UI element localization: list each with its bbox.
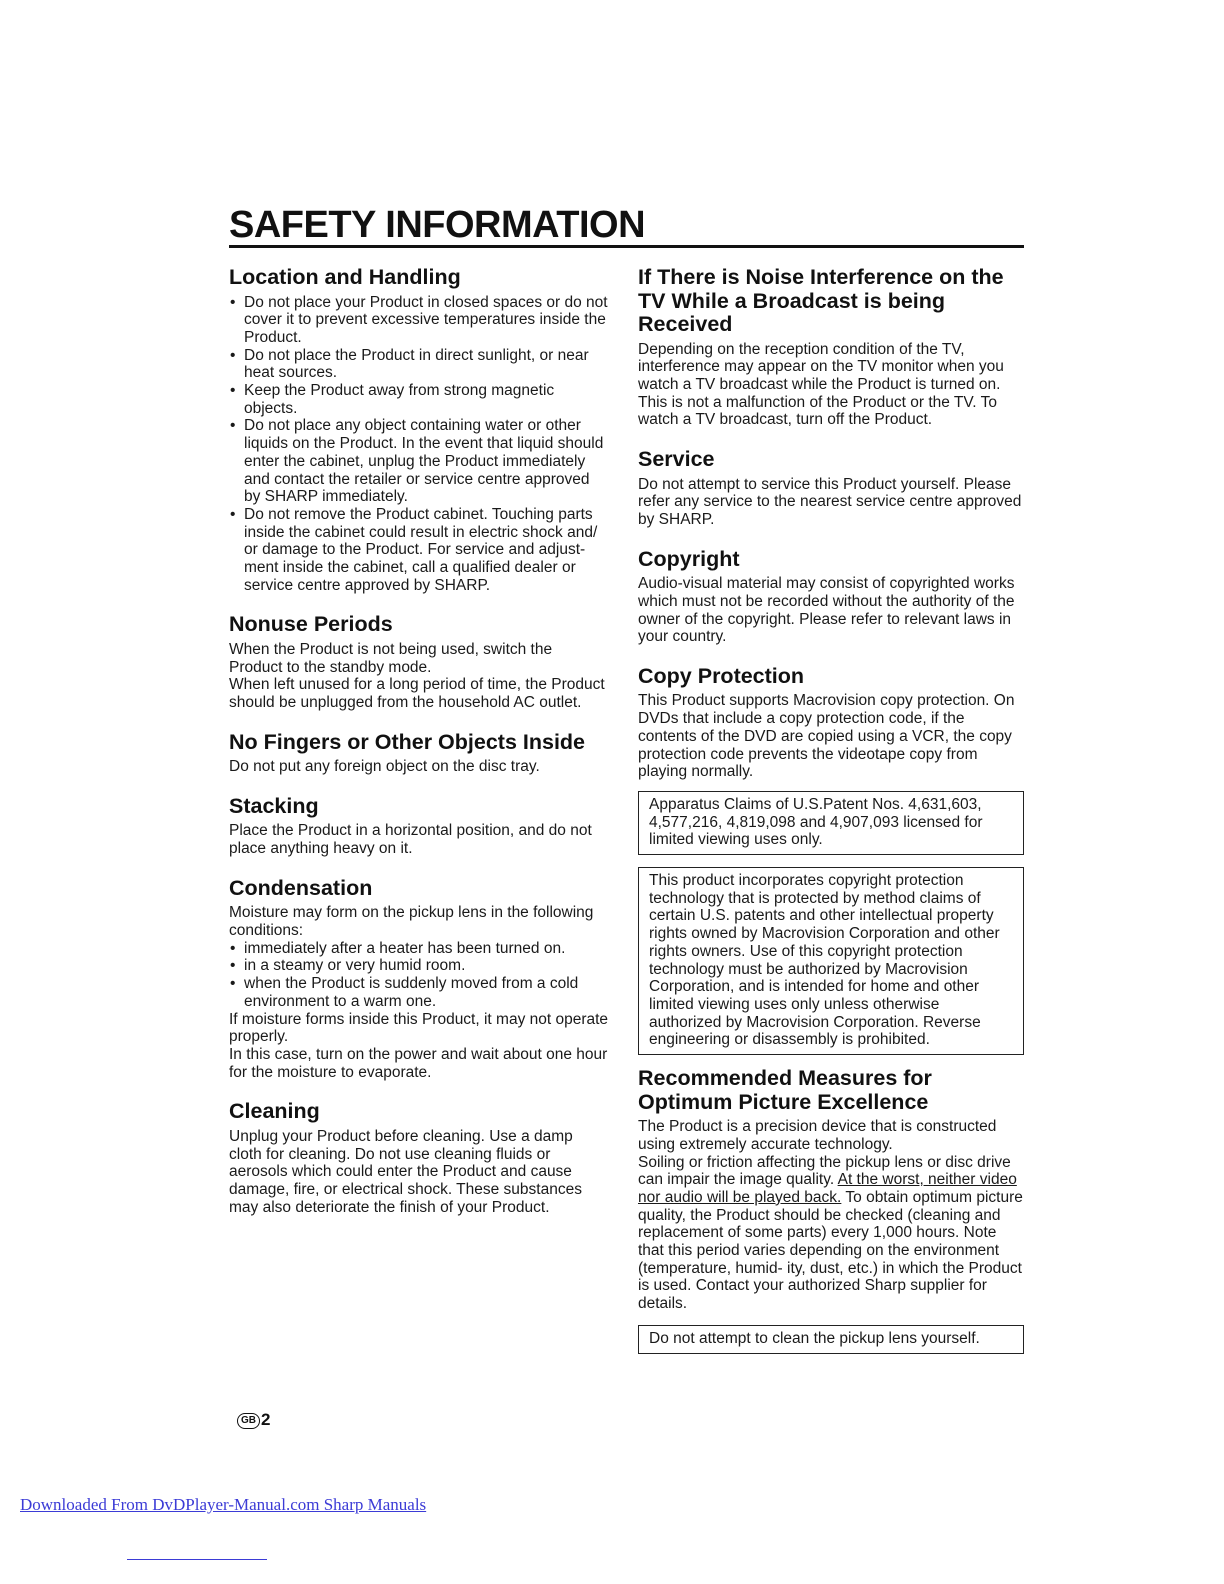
section-cleaning (229, 1100, 609, 1216)
paragraph: Depending on the reception condition of the TV, interference may appear on the TV monitor when you watch a TV broadcast while the Product is turned on. This is not a malfunction of the Product or the TV. To watch a TV broadcast, turn off the Product. (638, 340, 1004, 429)
paragraph: Unplug your Product before cleaning. Use a damp cloth for cleaning. Do not use cleaning fluids or aerosols which could enter the Product and cause damage, fire, or electrical shock. These substances may also deteriorate the finish of your Product. (229, 1127, 582, 1216)
list-item: • Do not place any object containing water or other liquids on the Product. In the event that liquid should enter the cabinet, unplug the Product immediately and contact the retailer or service centre approved by SHARP immediately. (229, 417, 609, 506)
underlined-warning: At the worst, neither video nor audio will be played back. (638, 1171, 1017, 1206)
section-copy-protection (638, 665, 1024, 1055)
list-item: • Do not place the Product in direct sunlight, or near heat sources. (229, 347, 609, 382)
list-item: • Do not place your Product in closed spaces or do not cover it to prevent excessive temperatures inside the Product. (229, 294, 609, 347)
list-item: • Do not remove the Product cabinet. Touching parts inside the cabinet could result in electric shock and/ or damage to the Product. For service and adjust- ment inside the cabinet, call a qualified dealer or service centre approved by SHARP. (229, 506, 609, 595)
page-title: SAFETY INFORMATION (229, 205, 1024, 248)
page-number (237, 1410, 270, 1430)
location-handling-list (229, 294, 609, 595)
patent-notice-box: Apparatus Claims of U.S.Patent Nos. 4,631,603, 4,577,216, 4,819,098 and 4,907,093 licensed for limited viewing uses only. (638, 791, 1024, 855)
list-item: • when the Product is suddenly moved from a cold environment to a warm one. (229, 975, 609, 1010)
heading-nonuse-periods: Nonuse Periods (229, 612, 393, 637)
page-number-value: 2 (261, 1410, 271, 1429)
heading-noise-interference: If There is Noise Interference on the TV While a Broadcast is being Received (638, 265, 1004, 336)
paragraph: Audio-visual material may consist of copyrighted works which must not be recorded without the authority of the owner of the copyright. Please refer to relevant laws in your country. (638, 575, 1015, 646)
paragraph (638, 1154, 1024, 1313)
download-source-link[interactable]: Downloaded From DvDPlayer-Manual.com Sharp Manuals (20, 1495, 427, 1514)
right-column (638, 266, 1024, 1373)
section-no-fingers (229, 731, 609, 776)
section-location-handling (229, 266, 609, 594)
text-run: To obtain optimum picture quality, the Product should be checked (cleaning and replacement of some parts) every 1,000 hours. Note that this period varies depending on the environment (temperature, humid- ity, dust, etc.) in which the Product is used. Contact your authorized Sharp supplier for details. (638, 1188, 1023, 1313)
paragraph: The Product is a precision device that is constructed using extremely accurate technology. (638, 1118, 997, 1153)
section-copyright (638, 548, 1024, 646)
heading-copyright: Copyright (638, 546, 740, 571)
list-item: • Keep the Product away from strong magnetic objects. (229, 382, 609, 417)
section-condensation (229, 877, 609, 1082)
paragraph: When the Product is not being used, switch the Product to the standby mode. (229, 640, 553, 676)
paragraph: Do not put any foreign object on the disc tray. (229, 758, 540, 776)
heading-stacking: Stacking (229, 793, 319, 818)
condensation-list (229, 940, 609, 1011)
heading-location-handling: Location and Handling (229, 265, 461, 289)
list-item: • immediately after a heater has been turned on. (229, 940, 609, 958)
footer-rule (127, 1559, 267, 1560)
heading-no-fingers: No Fingers or Other Objects Inside (229, 729, 586, 754)
heading-service: Service (638, 447, 715, 472)
pickup-lens-warning-box: Do not attempt to clean the pickup lens yourself. (638, 1325, 1024, 1354)
left-column (229, 266, 609, 1235)
region-badge: GB (237, 1413, 260, 1429)
section-noise-interference (638, 266, 1024, 429)
paragraph: Place the Product in a horizontal position, and do not place anything heavy on it. (229, 822, 592, 858)
text-run: Soiling or friction affecting the pickup lens or disc drive can impair the image quality. (638, 1153, 1011, 1189)
section-recommended-measures (638, 1067, 1024, 1353)
paragraph: Do not attempt to service this Product yourself. Please refer any service to the nearest service centre approved by SHARP. (638, 475, 1022, 528)
list-item: • in a steamy or very humid room. (229, 957, 609, 975)
paragraph: In this case, turn on the power and wait about one hour for the moisture to evaporate. (229, 1046, 608, 1081)
macrovision-notice-box: This product incorporates copyright protection technology that is protected by method claims of certain U.S. patents and other intellectual property rights owned by Macrovision Corporation and other rights owners. Use of this copyright protection technology must be authorized by Macrovision Corporation, and is intended for home and other limited viewing uses only unless otherwise authorized by Macrovision Corporation. Reverse engineering or disassembly is prohibited. (638, 867, 1024, 1055)
paragraph: When left unused for a long period of time, the Product should be unplugged from the household AC outlet. (229, 676, 605, 712)
heading-cleaning: Cleaning (229, 1099, 320, 1124)
section-stacking (229, 795, 609, 858)
paragraph: If moisture forms inside this Product, it may not operate properly. (229, 1010, 609, 1046)
paragraph: This Product supports Macrovision copy protection. On DVDs that include a copy protection code, if the contents of the DVD are copied using a VCR, the copy protection code prevents the videotape copy from playing normally. (638, 692, 1015, 781)
section-nonuse-periods (229, 613, 609, 711)
heading-copy-protection: Copy Protection (638, 663, 805, 688)
section-service (638, 448, 1024, 529)
heading-recommended-measures: Recommended Measures for Optimum Picture Excellence (638, 1066, 932, 1114)
heading-condensation: Condensation (229, 875, 373, 900)
paragraph: Moisture may form on the pickup lens in the following conditions: (229, 904, 594, 940)
